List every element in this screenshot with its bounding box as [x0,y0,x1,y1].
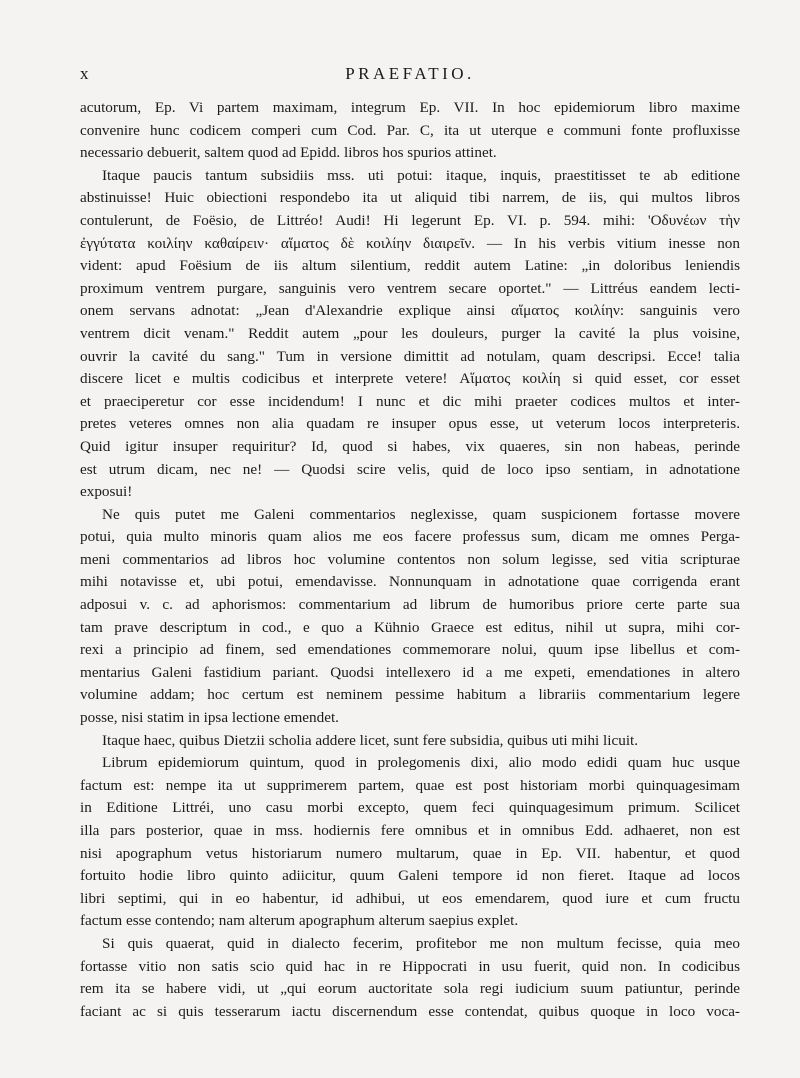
text-line: et praeciperetur cor esse incidendum! I nunc et dic mihi praeter codices multos et inter- [80,392,740,410]
text-line: ἐγγύτατα κοιλίην καθαίρειν· αἵματος δὲ κοιλίην διαιρεῖν. — In his verbis vitium inesse non [80,234,740,252]
text-line: illa pars posterior, quae in mss. hodiernis fere omnibus et in omnibus Edd. adhaeret, non est [80,822,740,839]
text-line: posse, nisi statim in ipsa lectione emendet. [80,709,339,727]
text-line: tam prave descriptum in cod., e quo a Kühnio Graece est editus, nihil ut supra, mihi cor- [80,618,740,636]
text-line: mihi notavisse et, ubi potui, emendavisse. Nonnunquam in adnotatione quae corrigenda erant [80,573,740,591]
text-line: ventrem dicit venam." Reddit autem „pour les douleurs, purger la cavité la plus voisine, [80,324,740,342]
text-line: rexi a principio ad finem, sed emendationes commemorare nolui, quum ipse libellus et com- [80,641,740,659]
text-line: meni commentarios ad libros hoc volumine contentos non solum legisse, sed vitia scripturae [80,550,740,568]
text-line: fortuito hodie libro quinto adiicitur, quum Galeni tempore id non fieret. Itaque ad locos [80,867,740,885]
text-line: adposui v. c. ad aphorismos: commentarium ad librum de humoribus priore certe parte sua [80,596,740,614]
text-line: Itaque haec, quibus Dietzii scholia addere licet, sunt fere subsidia, quibus uti mihi licuit. [102,731,639,749]
text-line: contulerunt, de Foësio, de Littréo! Audi! Hi legerunt Ep. VI. p. 594. mihi: 'Οδυνέων τὴν [80,211,740,229]
text-line: vident: apud Foësium de iis altum silentium, reddit autem Latine: „in doloribus leniendis [80,257,740,275]
text-line: fortasse vitio non satis scio quid hac in re Hippocrati in usu fuerit, quid non. In codicibus [80,957,740,975]
text-line: rem ita se habere vidi, ut „qui eorum auctoritate sola regi iudicium suum patiuntur, perinde [80,980,740,998]
page-header [80,64,740,86]
page-number: x [80,64,90,83]
text-line: Librum epidemiorum quintum, quod in prolegomenis dixi, alio modo edidi quam huc usque [102,754,740,772]
text-line: in Editione Littréi, uno casu morbi excepto, quem feci quinquagesimum primum. Scilicet [80,799,740,817]
text-line: faciant ac si quis tesserarum iactu discernendum esse contendat, quibus quoque in loco voca- [80,1002,740,1020]
text-line: volumine addam; hoc certum est neminem pessime habitum a librariis commentarium legere [80,686,740,704]
text-line: discere licet e multis codicibus et interprete vetere! Αἵματος κοιλίη si quid esset, cor esset [80,370,740,388]
text-line: nisi apographum vetus historiarum numero multarum, quae in Ep. VII. habentur, et quod [80,844,740,862]
text-line: exposui! [80,483,133,501]
text-line: libri septimi, qui in eo habentur, id adhibui, ut eos emendarem, quod iure et cum fructu [80,889,740,907]
text-line: Si quis quaerat, quid in dialecto fecerim, profitebor me non multum fecisse, quia meo [102,934,740,952]
text-line: ouvrir la cavité du sang." Tum in versione dimittit ad notulam, quam descripsi. Ecce! talia [80,347,740,365]
body-text [80,97,740,1023]
text-line: mentarius Galeni fastidium pariant. Quodsi intellexero id a me expeti, emendationes in altero [80,663,740,681]
text-line: potui, quia multo minoris quam alios me eos facere professus sum, dicam me omnes Perga- [80,528,740,546]
text-line: necessario debuerit, saltem quod ad Epidd. libros hos spurios attinet. [80,144,497,162]
text-line: Itaque paucis tantum subsidiis mss. uti potui: itaque, inquis, praestitisset te ab editione [102,166,740,184]
text-line: abstinuisse! Huic obiectioni respondebo ita ut aliquid tibi narrem, de iis, qui multos libros [80,189,740,207]
text-line: factum esse contendo; nam alterum apographum alterum saepius explet. [80,912,519,930]
text-line: acutorum, Ep. Vi partem maximam, integrum Ep. VII. In hoc epidemiorum libro maxime [80,99,740,116]
text-line: onem servans adnotat: „Jean d'Alexandrie explique ainsi αἵματος κοιλίην: sanguinis vero [80,302,740,320]
text-line: factum est: nempe ita ut supprimerem partem, quae est post historiam morbi quinquagesimam [80,776,740,794]
text-line: pretes veteres omnes non alia quadam re insuper opus esse, ut veterum locos interpreteris. [80,415,740,433]
running-title: PRAEFATIO. [345,64,475,83]
text-line: Ne quis putet me Galeni commentarios neglexisse, quam suspicionem fortasse movere [102,505,740,523]
text-line: est utrum dicam, nec ne! — Quodsi scire velis, quid de loco ipso sentiam, in adnotatione [80,460,740,478]
text-line: convenire hunc codicem comperi cum Cod. Par. C, ita ut uterque e communi fonte profluxisse [80,121,740,139]
text-line: proximum ventrem purgare, sanguinis vero ventrem secare oportet." — Littréus eandem lecti- [80,279,740,297]
text-line: Quid igitur insuper requiritur? Id, quod si habes, vix quaeres, sin non habeas, perinde [80,437,740,455]
